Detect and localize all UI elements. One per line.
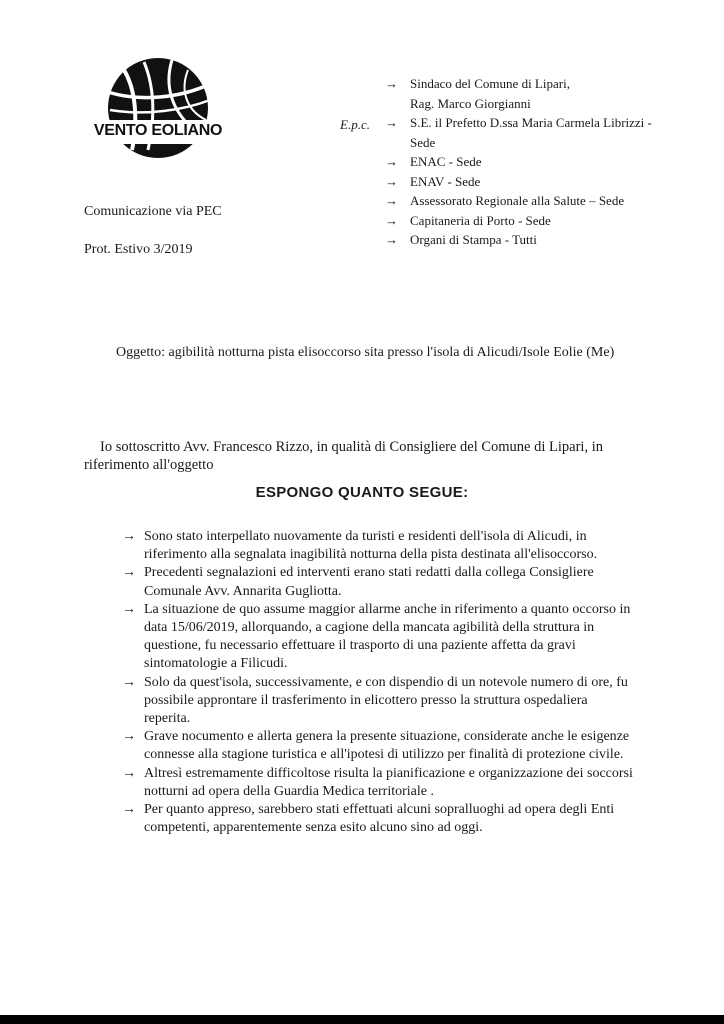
point-item: [122, 601, 636, 674]
arrow-icon: →: [122, 674, 136, 690]
recipient-item: [385, 113, 715, 152]
recipient-line: Rag. Marco Giorgianni: [410, 95, 531, 111]
recipient-item: [385, 172, 715, 192]
arrow-icon: →: [122, 565, 136, 581]
recipient-item: [385, 211, 715, 231]
intro-paragraph: Io sottoscritto Avv. Francesco Rizzo, in qualità di Consigliere del Comune di Lipari, in riferimento all'oggetto: [84, 439, 603, 473]
scan-edge-bar: [0, 1015, 724, 1024]
vento-eoliano-logo: [88, 50, 228, 170]
recipient-line: ENAC - Sede: [410, 154, 482, 169]
logo-text: VENTO EOLIANO: [93, 122, 223, 139]
arrow-icon: →: [385, 115, 398, 130]
recipient-line: Sede: [410, 134, 436, 150]
point-text: Grave nocumento e allerta genera la presente situazione, considerate anche le esigenze connesse alla stagione turistica e all'ipotesi di utilizzo per finalità di protezione civile.: [144, 729, 630, 763]
point-item: [122, 765, 636, 801]
recipient-line: Organi di Stampa - Tutti: [410, 232, 537, 247]
point-item: [122, 801, 636, 837]
protocol-number: Prot. Estivo 3/2019: [84, 242, 193, 257]
recipient-line: ENAV - Sede: [410, 173, 481, 189]
point-item: [122, 674, 636, 729]
recipient-line: S.E. il Prefetto D.ssa Maria Carmela Librizzi -: [410, 115, 652, 130]
point-item: [122, 528, 636, 564]
arrow-icon: →: [385, 232, 398, 247]
logo-emblem-icon: [88, 50, 228, 170]
point-item: [122, 728, 636, 764]
arrow-icon: →: [385, 173, 398, 189]
arrow-icon: →: [385, 154, 398, 169]
point-text: Precedenti segnalazioni ed interventi erano stati redatti dalla collega Consigliere Comunale Avv. Annarita Gugliotta.: [144, 565, 594, 599]
points-list: [122, 528, 636, 837]
arrow-icon: →: [385, 212, 398, 228]
recipient-item: [385, 191, 715, 211]
arrow-icon: →: [122, 765, 136, 781]
recipient-line: Assessorato Regionale alla Salute – Sede: [410, 193, 625, 208]
arrow-icon: →: [122, 802, 136, 818]
arrow-icon: →: [385, 193, 398, 208]
point-item: [122, 564, 636, 600]
recipient-line: Capitaneria di Porto - Sede: [410, 212, 551, 228]
point-text: Altresì estremamente difficoltose risulta la pianificazione e organizzazione dei soccorsi notturni ad opera della Guardia Medica territoriale .: [144, 765, 633, 799]
arrow-icon: →: [122, 601, 136, 617]
recipient-item: [385, 74, 715, 113]
arrow-icon: →: [122, 529, 136, 544]
recipient-item: [385, 230, 715, 250]
arrow-icon: →: [122, 729, 136, 745]
recipient-line: Sindaco del Comune di Lipari,: [410, 76, 570, 91]
point-text: Per quanto appreso, sarebbero stati effettuati alcuni sopralluoghi ad opera degli Enti competenti, apparentemente senza esito alcuno sino ad oggi.: [144, 802, 615, 836]
communication-method: Comunicazione via PEC: [84, 204, 222, 219]
arrow-icon: →: [385, 76, 398, 91]
point-text: Sono stato interpellato nuovamente da turisti e residenti dell'isola di Alicudi, in riferimento alla segnalata inagibilità notturna della pista destinata all'elisoccorso.: [144, 529, 598, 563]
point-text: Solo da quest'isola, successivamente, e con dispendio di un notevole numero di ore, fu possibile approntare il trasferimento in elicottero presso la struttura ospedaliera reperita.: [144, 674, 628, 727]
recipients-list: [385, 74, 715, 250]
section-heading: ESPONGO QUANTO SEGUE:: [255, 484, 469, 501]
epc-label: E.p.c.: [340, 117, 370, 132]
subject-line: Oggetto: agibilità notturna pista elisoccorso sita presso l'isola di Alicudi/Isole Eolie (Me): [116, 345, 615, 360]
point-text: La situazione de quo assume maggior allarme anche in riferimento a quanto occorso in data 15/06/2019, allorquando, a cagione della mancata agibilità della struttura in questione, fu necessario effettuare il trasporto di una paziente affetta da gravi sintomatologie a Filicudi.: [144, 601, 631, 672]
recipient-item: [385, 152, 715, 172]
